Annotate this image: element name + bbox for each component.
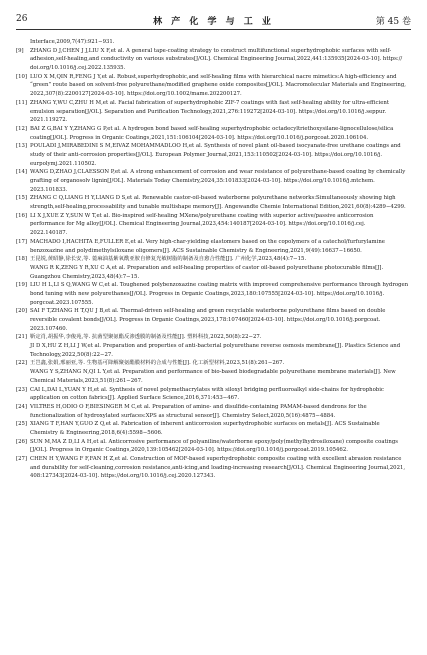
reference-number: [18] (16, 256, 27, 263)
reference-text: CHEN H Y,WANG F F,FAN H Z,et al. Construction of MOF-based superhydrophobic composite coating with excellent abrasion resistance (30, 456, 402, 462)
reference-text: strength,self-healing,processability and tunable multishape memory[J]. Angewandte Chemie International Edition,2021,60(8):4289−4299. (30, 204, 406, 211)
reference-text: “green” route based on solvent-free polyurethane/modified graphene oxide composites[J/OL]. Macromolecular Materials and Engineering, (30, 82, 406, 89)
reference-entry (16, 125, 415, 142)
reference-entry (16, 438, 415, 455)
reference-text: MACHADO I,HACHITA E,FULLER E,et al. Very high-char-yielding elastomers based on the copolymers of a catechol/furfurylamine (30, 238, 385, 245)
reference-line (16, 38, 415, 47)
running-header (16, 14, 411, 28)
reference-entry (16, 212, 415, 238)
reference-text: [J/OL]. Progress in Organic Coatings,2020,139:105462[2024-03-10]. https://doi.org/10.1016/j.porgcoat.2019.105462. (30, 447, 348, 454)
reference-text: ZHANG D J,CHEN J J,LIU X F,et al. A general tape-coating strategy to construct multifunctional superhydrophobic surfaces with self- (30, 47, 392, 54)
reference-line (16, 108, 415, 117)
reference-line (16, 142, 415, 151)
reference-text: 2023.107460. (30, 325, 68, 332)
reference-text: WANG R K,ZENG Y R,XU C A,et al. Preparation and self-healing properties of castor oil-based polyurethane photocurable films[J]. (30, 264, 384, 271)
reference-line (16, 325, 415, 334)
reference-text: VILTRES H,ODIO O F,BIESINGER M C,et al. Preparation of amine- and disulfide-containing PAMAM-based dendrons for the (30, 403, 367, 410)
reference-text: eurpolymj.2021.110502. (30, 160, 97, 167)
reference-entry (16, 420, 415, 437)
reference-entry (16, 38, 415, 47)
reference-text: grafting of organosolv lignin[J/OL]. Materials Today Chemistry,2024,35:101833[2024-03-10]. https://doi.org/10.1016/j.mtchem. (30, 178, 375, 184)
reference-entry (16, 386, 415, 403)
reference-line (16, 203, 415, 212)
reference-number: [25] (16, 421, 27, 428)
reference-number: [19] (16, 282, 27, 289)
reference-text: 408:127343[2024-03-10]. https://doi.org/10.1016/j.cej.2020.127343. (30, 473, 216, 480)
reference-line (16, 359, 415, 368)
reference-text: POULADI J,MIRABEDINI S M,EIVAZ MOHAMMADLOO H,et al. Synthesis of novel plant oil-based isocyanate-free urethane coatings and (30, 143, 401, 150)
reference-line (16, 90, 415, 99)
reference-text: 2022,307(8):2200127[2024-03-10]. https://doi.org/10.1002/mame.202200127. (30, 91, 242, 98)
reference-line (16, 429, 415, 438)
reference-entry (16, 47, 415, 73)
reference-entry (16, 455, 415, 481)
reference-line (16, 455, 415, 464)
reference-text: JI D X,HU Z H,LI J W,et al. Preparation and properties of anti-bacterial polyurethane reverse osmosis membrane[J]. Plastics Science and (30, 343, 401, 350)
reference-number: [27] (16, 456, 27, 462)
reference-line (16, 386, 415, 395)
reference-entry (16, 281, 415, 307)
reference-line (16, 472, 415, 481)
page-number: 26 (16, 14, 28, 24)
reference-text: coating[J/OL]. Progress in Organic Coatings,2021,151:106104[2024-03-10]. https://doi.org/10.1016/j.porgcoat.2020.106104. (30, 134, 369, 141)
reference-number: [14] (16, 169, 27, 176)
reference-text: SAI F T,ZHANG H T,QU J B,et al. Thermal-driven self-healing and green recyclable waterborne polyurethane films based on double (30, 308, 386, 315)
reference-line (16, 73, 415, 82)
reference-line (16, 351, 415, 360)
reference-text: WANG D,ZHAO J,CLAESSON P,et al. A strong enhancement of corrosion and wear resistance of polyurethane-based coating by chemically (30, 169, 406, 176)
reference-text: Chemistry & Engineering,2018,6(4):5598−5606. (30, 429, 163, 436)
reference-line (16, 255, 415, 264)
reference-number: [21] (16, 334, 27, 341)
reference-text: doi.org/10.1016/j.cej.2022.135935. (30, 65, 126, 72)
reference-text: 2022.140187. (30, 230, 68, 237)
reference-text: application on cotton fabrics[J]. Applied Surface Science,2016,371:453−467. (30, 395, 240, 402)
reference-entry (16, 359, 415, 385)
volume-label: 第 45 卷 (375, 17, 411, 27)
reference-entry (16, 168, 415, 194)
reference-line (16, 281, 415, 290)
reference-text: and durability for self-cleaning,corrosion resistance,anti-icing,and loading-increasing research[J/OL]. Chemical Engineering Journal,2021, (30, 464, 406, 471)
reference-line (16, 333, 415, 342)
reference-text: emulsion separation[J/OL]. Separation and Purification Technology,2021,276:119272[2024-03-10]. https://doi.org/10.1016/j.seppur. (30, 108, 387, 115)
reference-text: Guangzhou Chemistry,2023,48(4):7−15. (30, 273, 140, 280)
reference-line (16, 420, 415, 429)
reference-line (16, 273, 415, 282)
reference-line (16, 160, 415, 169)
reference-line (16, 168, 415, 177)
reference-entry (16, 194, 415, 211)
reference-line (16, 394, 415, 403)
reference-line (16, 177, 415, 186)
reference-line (16, 99, 415, 108)
reference-entry (16, 403, 415, 420)
reference-number: [9] (16, 47, 24, 54)
reference-number: [23] (16, 386, 27, 393)
reference-number: [13] (16, 143, 27, 150)
reference-number: [16] (16, 212, 27, 219)
reference-line (16, 299, 415, 308)
reference-line (16, 47, 415, 56)
journal-title: 林 产 化 学 与 工 业 (153, 17, 274, 27)
reference-number: [26] (16, 438, 27, 445)
reference-number: [22] (16, 360, 27, 367)
reference-line (16, 464, 415, 473)
reference-line (16, 290, 415, 299)
reference-line (16, 116, 415, 125)
reference-entry (16, 99, 415, 125)
reference-line (16, 307, 415, 316)
reference-text: study of their anti-corrosion properties[J/OL]. European Polymer Journal,2021,153:110502[2024-03-10]. https://doi.org/10.1016/j. (30, 151, 383, 158)
reference-line (16, 125, 415, 134)
reference-text: LUO X M,QIN R,FENG J Y,et al. Robust,superhydrophobic,and self-healing films with hierarchical nacre mimetics:A high-efficiency and (30, 73, 397, 80)
reference-line (16, 64, 415, 73)
reference-entry (16, 73, 415, 99)
reference-line (16, 316, 415, 325)
reference-text: bond tuning with new polyurethanes[J/OL]. Progress in Organic Coatings,2023,180:107555[2024-03-10]. https://doi.org/10.1016/j. (30, 290, 385, 297)
reference-line (16, 151, 415, 160)
reference-text: ZHANG C Q,LIANG H Y,LIANG D S,et al. Renewable castor-oil-based waterborne polyurethane networks:Simultaneously showing high (30, 195, 396, 202)
reference-number: [10] (16, 73, 27, 80)
reference-text: 靳定肖,胡振华,李俊苑,等. 抗菌型聚氨酯反渗透膜的制备及性能[J]. 塑料科技,2022,50(8):22−27. (30, 334, 262, 341)
reference-number: [20] (16, 308, 27, 315)
reference-line (16, 403, 415, 412)
reference-number: [12] (16, 125, 27, 132)
reference-text: performance for Mg alloy[J/OL]. Chemical Engineering Journal,2023,454:140187[2024-03-10]. https://doi.org/10.1016/j.cej. (30, 221, 366, 228)
reference-text: 2021.119272. (30, 117, 68, 124)
reference-text: adhesion,self-healing,and conductivity on various substrates[J/OL]. Chemical Engineering Journal,2022,441:135935[2024-03-10]. https:// (30, 56, 403, 63)
reference-line (16, 446, 415, 455)
reference-text: SUN M,MA Z D,LI A H,et al. Anticorrosive performance of polyaniline/waterborne epoxy/poly(methylhydrosiloxane) composite coatings (30, 438, 398, 445)
reference-line (16, 368, 415, 377)
reference-text: LI X J,XUE Z Y,SUN W T,et al. Bio-inspired self-healing MXene/polyurethane coating with superior active/passive anticorrosion (30, 212, 374, 219)
reference-entry (16, 142, 415, 168)
reference-text: 2023.101833. (30, 186, 68, 193)
reference-line (16, 377, 415, 386)
reference-text: 王岂鑫,张娟,邢丽亚,等. 生物基可降解聚氨酯膜材料的合成与性能[J]. 化工新型材料,2023,51(8):261−267. (30, 360, 285, 367)
reference-line (16, 412, 415, 421)
header-rule (16, 29, 411, 30)
reference-entry (16, 333, 415, 359)
reference-line (16, 212, 415, 221)
reference-text: benzoxazine and polydimethylsiloxane oligomers[J]. ACS Sustainable Chemistry & Engineering,2021,9(49):16637−16650. (30, 247, 362, 254)
reference-text: functionalization of hydroxylated surfaces:XPS as structural sensor[J]. Chemistry Select,2020,5(16):4875−4884. (30, 412, 336, 419)
reference-list (16, 38, 415, 481)
reference-text: 王昆锐,黄昭静,徐长安,等. 蓖麻油基紫氧酰亚胺自修复光敏树脂的制备及自愈合性能[J]. 广州化学,2023,48(4):7−15. (30, 256, 307, 263)
reference-text: reversible covalent bonds[J/OL]. Progress in Organic Coatings,2023,178:107460[2024-03-10]. https://doi.org/10.1016/j.porgcoat. (30, 317, 381, 323)
reference-line (16, 264, 415, 273)
reference-number: [17] (16, 238, 27, 245)
reference-number: [11] (16, 99, 27, 106)
reference-number: [15] (16, 195, 27, 202)
reference-line (16, 229, 415, 238)
reference-line (16, 134, 415, 143)
reference-line (16, 238, 415, 247)
reference-text: WANG Y S,ZHANG N,QI L Y,et al. Preparation and performance of bio-based biodegradable polyurethane membrane materials[J]. New (30, 369, 396, 376)
reference-text: BAI Z G,BAI Y Y,ZHANG G P,et al. A hydrogen bond based self-healing superhydrophobic octadecyltriethoxysilane-lignocellulose/silica (30, 125, 394, 132)
reference-line (16, 186, 415, 195)
reference-line (16, 55, 415, 64)
reference-entry (16, 238, 415, 255)
reference-line (16, 342, 415, 351)
reference-line (16, 438, 415, 447)
reference-text: CAI L,DAI L,YUAN Y H,et al. Synthesis of novel polymethacrylates with siloxyl bridging perfluoroalkyl side-chains for hydrophobic (30, 386, 384, 393)
reference-text: LIU H L,LI S Q,WANG W C,et al. Toughened polybenzoxazine coating matrix with improved comprehensive performance through hydrogen (30, 282, 409, 289)
reference-text: Technology,2022,50(8):22−27. (30, 351, 114, 358)
reference-entry (16, 307, 415, 333)
reference-line (16, 220, 415, 229)
reference-line (16, 81, 415, 90)
reference-text: Interface,2009,7(47):921−931. (30, 39, 115, 45)
reference-text: XIANG T F,HAN Y,GUO Z Q,et al. Fabrication of inherent anticorrosion superhydrophobic surfaces on metals[J]. ACS Sustainable (30, 421, 380, 428)
reference-text: ZHANG Y,WU C,ZHU H M,et al. Facial fabrication of superhydrophobic ZIF-7 coatings with fast self-healing ability for ultra-efficient (30, 99, 390, 106)
reference-line (16, 247, 415, 256)
reference-entry (16, 255, 415, 281)
reference-text: porgcoat.2023.107555. (30, 299, 94, 306)
reference-number: [24] (16, 403, 27, 410)
reference-text: Chemical Materials,2023,51(8):261−267. (30, 377, 143, 384)
reference-line (16, 194, 415, 203)
